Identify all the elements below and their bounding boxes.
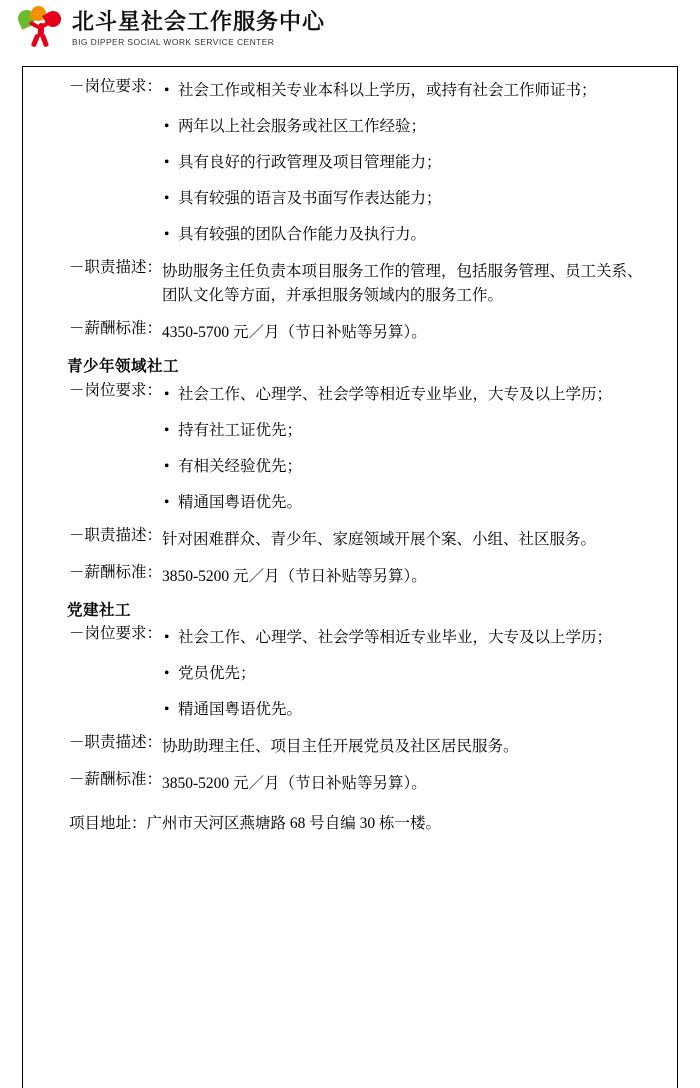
project-address-value: 广州市天河区燕塘路 68 号自编 30 栋一楼。 (146, 815, 442, 833)
list-item: • 具有良好的行政管理及项目管理能力； (162, 151, 651, 175)
list-item: • 精通国粤语优先。 (162, 698, 651, 722)
duties-block (69, 528, 651, 552)
duties-text: 协助助理主任、项目主任开展党员及社区居民服务。 (162, 738, 519, 756)
list-item: • 两年以上社会服务或社区工作经验； (162, 115, 651, 139)
duties-text: 协助服务主任负责本项目服务工作的管理，包括服务管理、员工关系、团队文化等方面，并承担服务领域内的服务工作。 (162, 263, 643, 305)
organization-name-en: BIG DIPPER SOCIAL WORK SERVICE CENTER (72, 36, 275, 47)
requirements-list (162, 79, 651, 247)
requirements-label: －岗位要求： (69, 381, 163, 399)
duties-label: －职责描述： (69, 734, 163, 752)
duties-label: －职责描述： (69, 259, 163, 277)
list-item: • 社会工作、心理学、社会学等相近专业毕业，大专及以上学历； (162, 626, 651, 650)
salary-label: －薪酬标准： (69, 771, 163, 789)
bigdipper-logo-icon (18, 6, 64, 50)
list-item: • 具有较强的语言及书面写作表达能力； (162, 187, 651, 211)
requirements-block (69, 79, 651, 247)
project-address-line (69, 812, 651, 835)
requirements-list (162, 626, 651, 722)
salary-block (69, 321, 651, 345)
requirements-label: －岗位要求： (69, 78, 163, 95)
list-item: • 具有较强的团队合作能力及执行力。 (162, 223, 651, 247)
salary-text: 3850-5200 元／月（节日补贴等另算）。 (162, 567, 427, 585)
list-item: • 党员优先； (162, 662, 651, 686)
list-item: • 有相关经验优先； (162, 455, 651, 479)
salary-block (69, 565, 651, 589)
requirements-list (162, 383, 651, 515)
requirements-label: －岗位要求： (69, 625, 163, 643)
project-address-label: 项目地址： (69, 815, 147, 833)
document-header (0, 0, 700, 52)
salary-text: 3850-5200 元／月（节日补贴等另算）。 (162, 775, 427, 793)
page-border-right (677, 66, 678, 1088)
salary-label: －薪酬标准： (69, 563, 163, 581)
list-item: • 精通国粤语优先。 (162, 491, 651, 515)
duties-block (69, 260, 651, 308)
position-title-party: 党建社工 (67, 601, 132, 619)
organization-name-block (72, 9, 325, 46)
list-item: • 社会工作、心理学、社会学等相近专业毕业，大专及以上学历； (162, 383, 651, 407)
requirements-block (69, 626, 651, 722)
salary-text: 4350-5700 元／月（节日补贴等另算）。 (162, 324, 427, 342)
organization-name-cn: 北斗星社会工作服务中心 (72, 9, 326, 35)
duties-label: －职责描述： (69, 526, 163, 544)
document-body (23, 67, 677, 1088)
duties-block (69, 735, 651, 759)
salary-label: －薪酬标准： (69, 320, 163, 338)
position-title-youth: 青少年领域社工 (67, 358, 180, 376)
list-item: • 社会工作或相关专业本科以上学历，或持有社会工作师证书； (162, 79, 651, 103)
salary-block (69, 772, 651, 796)
list-item: • 持有社工证优先； (162, 419, 651, 443)
duties-text: 针对困难群众、青少年、家庭领域开展个案、小组、社区服务。 (162, 530, 597, 548)
requirements-block (69, 383, 651, 515)
